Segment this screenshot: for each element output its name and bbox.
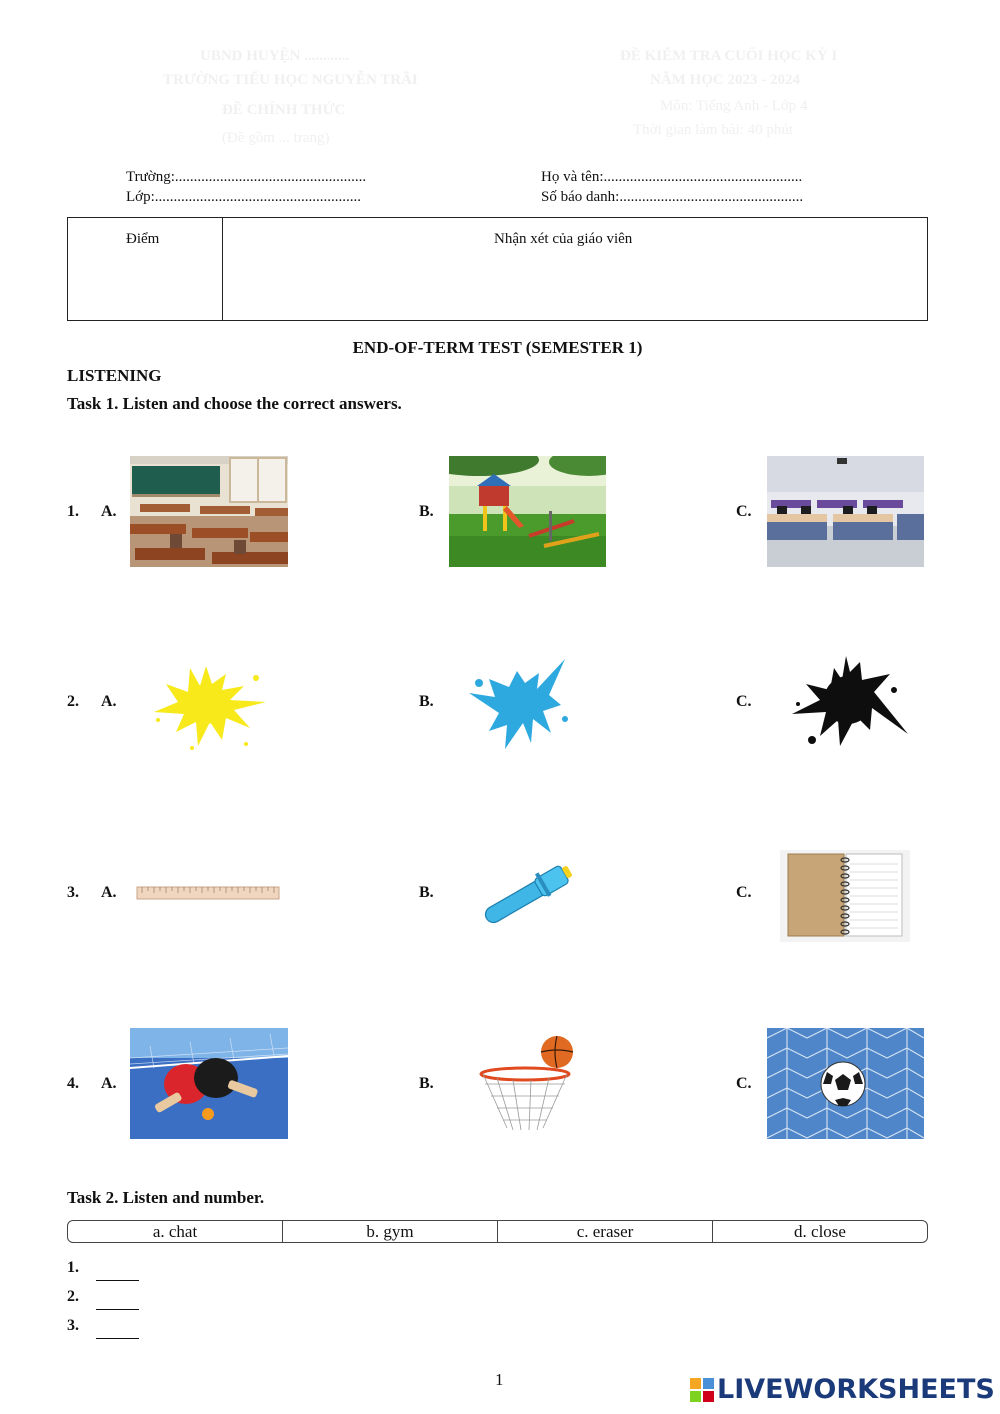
task2-answer-3-number: 3. [67,1317,79,1334]
question-2-number: 2. [67,693,79,710]
page-number: 1 [495,1370,504,1389]
q4-option-a-table-tennis-image[interactable] [130,1028,288,1139]
header-right-4: Thời gian làm bài: 40 phút [633,122,793,138]
class-field[interactable]: Lớp:....................................................... [126,189,362,205]
q1-option-c-computer-room-image[interactable] [767,456,924,567]
q4-option-b-letter[interactable]: B. [419,1075,434,1092]
q1-option-a-classroom-image[interactable] [130,456,288,567]
q2-option-c-letter[interactable]: C. [736,693,752,710]
task1-title: Task 1. Listen and choose the correct answers. [67,394,402,413]
liveworksheets-icon [690,1378,714,1402]
score-table-divider [222,218,223,320]
q1-option-b-playground-image[interactable] [449,456,606,567]
word-bank-item: c. eraser [498,1221,713,1242]
q4-option-a-letter[interactable]: A. [101,1075,117,1092]
q3-option-c-notebook-image[interactable] [780,850,910,942]
q4-option-c-letter[interactable]: C. [736,1075,752,1092]
q2-option-b-letter[interactable]: B. [419,693,434,710]
q2-option-c-black-splash-image[interactable] [790,650,912,750]
name-field[interactable]: Họ và tên:..................................................... [541,169,803,185]
task2-title: Task 2. Listen and number. [67,1188,265,1207]
task2-answer-3-blank[interactable] [96,1321,139,1339]
task2-answer-2-number: 2. [67,1288,79,1305]
header-right-1: ĐỀ KIỂM TRA CUỐI HỌC KỲ I [620,48,838,64]
q3-option-a-ruler-image[interactable] [136,884,281,902]
header-right-2: NĂM HỌC 2023 - 2024 [650,72,800,88]
q1-option-c-letter[interactable]: C. [736,503,752,520]
teacher-comment-label: Nhận xét của giáo viên [494,231,633,247]
q3-option-a-letter[interactable]: A. [101,884,117,901]
q3-option-c-letter[interactable]: C. [736,884,752,901]
test-title: END-OF-TERM TEST (SEMESTER 1) [352,338,643,357]
header-left-2: TRƯỜNG TIỂU HỌC NGUYỄN TRÃI [163,72,418,88]
q2-option-b-blue-splash-image[interactable] [465,653,575,753]
task2-answer-2-blank[interactable] [96,1292,139,1310]
word-bank-item: a. chat [68,1221,283,1242]
word-bank [67,1220,928,1243]
header-left-3: ĐỀ CHÍNH THỨC [222,102,346,118]
candidate-number-field[interactable]: Số báo danh:................................................. [541,189,804,205]
liveworksheets-logo[interactable] [690,1374,995,1405]
question-1-number: 1. [67,503,79,520]
q1-option-a-letter[interactable]: A. [101,503,117,520]
word-bank-item: b. gym [283,1221,498,1242]
school-field[interactable]: Trường:................................................... [126,169,367,185]
section-listening: LISTENING [67,366,162,385]
q4-option-c-football-image[interactable] [767,1028,924,1139]
header-left-1: UBND HUYỆN ............ [200,48,350,64]
score-table [67,217,928,321]
header-right-3: Môn: Tiếng Anh - Lớp 4 [660,98,808,114]
q2-option-a-letter[interactable]: A. [101,693,117,710]
header-left-4: (Đề gồm ... trang) [222,130,330,146]
q3-option-b-letter[interactable]: B. [419,884,434,901]
q1-option-b-letter[interactable]: B. [419,503,434,520]
q4-option-b-basketball-image[interactable] [477,1034,577,1134]
question-4-number: 4. [67,1075,79,1092]
q2-option-a-yellow-splash-image[interactable] [146,656,272,752]
task2-answer-1-blank[interactable] [96,1263,139,1281]
q3-option-b-pen-image[interactable] [478,860,580,928]
word-bank-item: d. close [794,1222,846,1241]
question-3-number: 3. [67,884,79,901]
score-label: Điểm [126,231,160,247]
liveworksheets-text: LIVEWORKSHEETS [717,1374,995,1405]
task2-answer-1-number: 1. [67,1259,79,1276]
